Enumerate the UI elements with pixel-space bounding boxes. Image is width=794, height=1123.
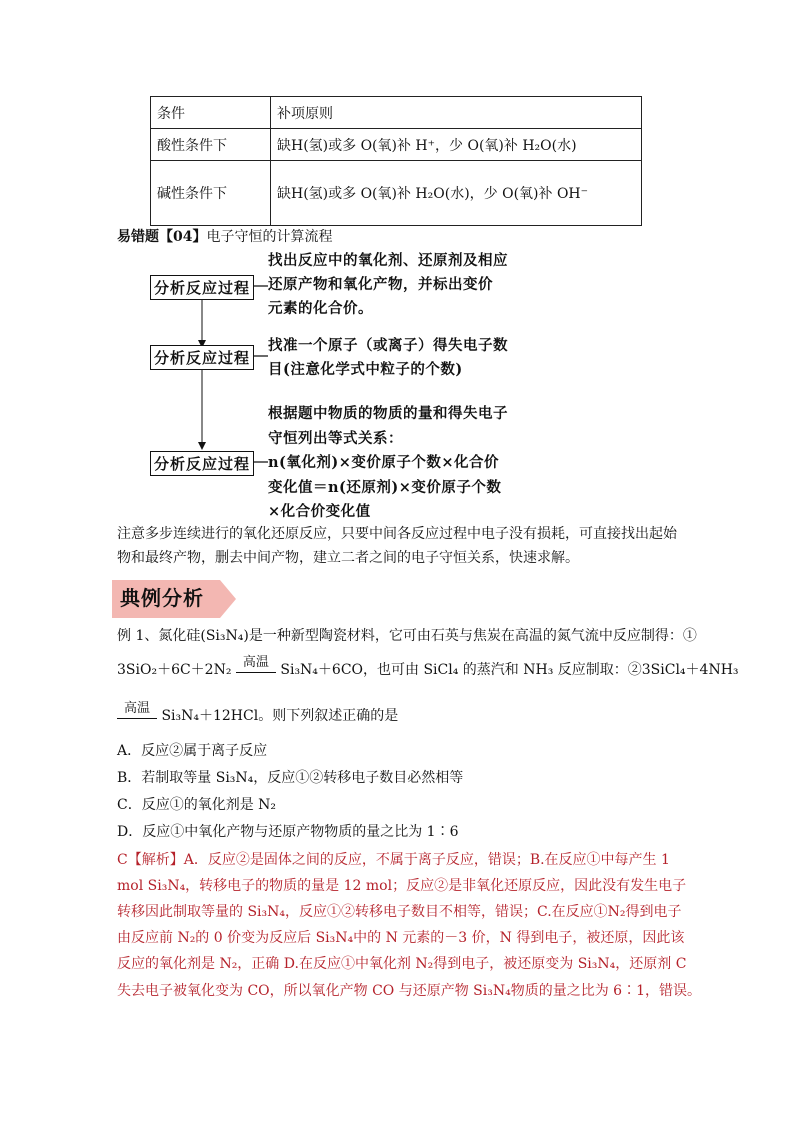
table-row	[151, 161, 642, 226]
table-cell: 缺H(氢)或多 O(氧)补 H₂O(水)，少 O(氧)补 OH⁻	[271, 161, 642, 226]
note-line: 物和最终产物，删去中间产物，建立二者之间的电子守恒关系，快速求解。	[117, 550, 579, 566]
table-row	[151, 129, 642, 161]
option-b: B．若制取等量 Si₃N₄，反应①②转移电子数目必然相等	[117, 770, 464, 786]
banner-label: 典例分析	[120, 586, 204, 610]
table-cell: 缺H(氢)或多 O(氧)补 H⁺，少 O(氧)补 H₂O(水)	[271, 129, 642, 161]
option-d: D．反应①中氧化产物与还原产物物质的量之比为 1∶6	[117, 824, 459, 840]
flow-line: 找出反应中的氧化剂、还原剂及相应	[268, 252, 508, 269]
equation-part: Si₃N₄＋6CO，也可由 SiCl₄ 的蒸汽和 NH₃ 反应制取：②3SiCl₄＋4NH₃	[280, 662, 739, 678]
note-line: 注意多步连续进行的氧化还原反应，只要中间各反应过程中电子没有损耗，可直接找出起始	[117, 526, 677, 542]
reaction-arrow-bar	[117, 718, 157, 719]
example-line: 例 1、氮化硅(Si₃N₄)是一种新型陶瓷材料，它可由石英与焦炭在高温的氮气流中反应制得：①	[117, 628, 697, 644]
reaction-condition	[236, 655, 276, 673]
section-heading	[117, 226, 332, 246]
flow-line: 元素的化合价。	[268, 300, 373, 317]
answer-line: C【解析】A．反应②是固体之间的反应，不属于离子反应，错误；B.在反应①中每产生 1	[117, 852, 670, 868]
section-title: 电子守恒的计算流程	[206, 229, 333, 245]
answer-line: 由反应前 N₂的 0 价变为反应后 Si₃N₄中的 N 元素的－3 价，N 得到电子，被还原，因此该	[117, 930, 685, 946]
flow-line: 还原产物和氧化产物，并标出变价	[268, 276, 493, 293]
option-c: C．反应①的氧化剂是 N₂	[117, 797, 277, 813]
answer-line: 转移因此制取等量的 Si₃N₄，反应①②转移电子数目不相等，错误；C.在反应①N₂得到电子	[117, 904, 682, 920]
flow-line: ×化合价变化值	[268, 503, 371, 520]
equation-row	[117, 655, 739, 679]
flow-step-text	[268, 402, 508, 525]
answer-line: 反应的氧化剂是 N₂，正确 D.在反应①中氧化剂 N₂得到电子，被还原变为 Si₃N₄，还原剂 C	[117, 956, 687, 972]
table-header-row	[151, 97, 642, 129]
condition-label: 高温	[242, 655, 269, 670]
flow-line: n(氧化剂)×变价原子个数×化合价	[268, 454, 500, 471]
table-header-cell: 补项原则	[271, 97, 642, 129]
flow-line: 变化值＝n(还原剂)×变价原子个数	[268, 478, 502, 496]
flow-line: 根据题中物质的物质的量和得失电子	[268, 405, 508, 422]
flow-line: 目(注意化学式中粒子的个数)	[268, 361, 463, 378]
flow-step-text	[268, 334, 508, 382]
answer-line: 失去电子被氧化变为 CO，所以氧化产物 CO 与还原产物 Si₃N₄物质的量之比为 6∶1，错误。	[117, 983, 701, 999]
table-cell: 酸性条件下	[151, 129, 271, 161]
condition-label: 高温	[123, 701, 150, 716]
flow-step-box: 分析反应过程	[150, 345, 254, 370]
rules-table	[150, 96, 642, 226]
flow-step-text	[268, 249, 508, 321]
reaction-arrow-bar	[236, 672, 276, 673]
note-paragraph	[117, 522, 687, 570]
section-tag: 易错题【04】	[117, 229, 207, 245]
equation-row	[117, 701, 399, 725]
flow-line: 守恒列出等式关系：	[268, 429, 403, 447]
flow-line: 找准一个原子（或离子）得失电子数	[268, 337, 508, 354]
flow-step-box: 分析反应过程	[150, 275, 254, 300]
equation-part: 3SiO₂＋6C＋2N₂	[117, 662, 232, 678]
table-cell: 碱性条件下	[151, 161, 271, 226]
equation-part: Si₃N₄＋12HCl。则下列叙述正确的是	[161, 708, 399, 724]
option-a: A．反应②属于离子反应	[117, 743, 268, 759]
flow-step-box: 分析反应过程	[150, 451, 254, 476]
answer-line: mol Si₃N₄，转移电子的物质的量是 12 mol；反应②是非氧化还原反应，因此没有发生电子	[117, 878, 687, 894]
table-header-cell: 条件	[151, 97, 271, 129]
reaction-condition	[117, 701, 157, 719]
